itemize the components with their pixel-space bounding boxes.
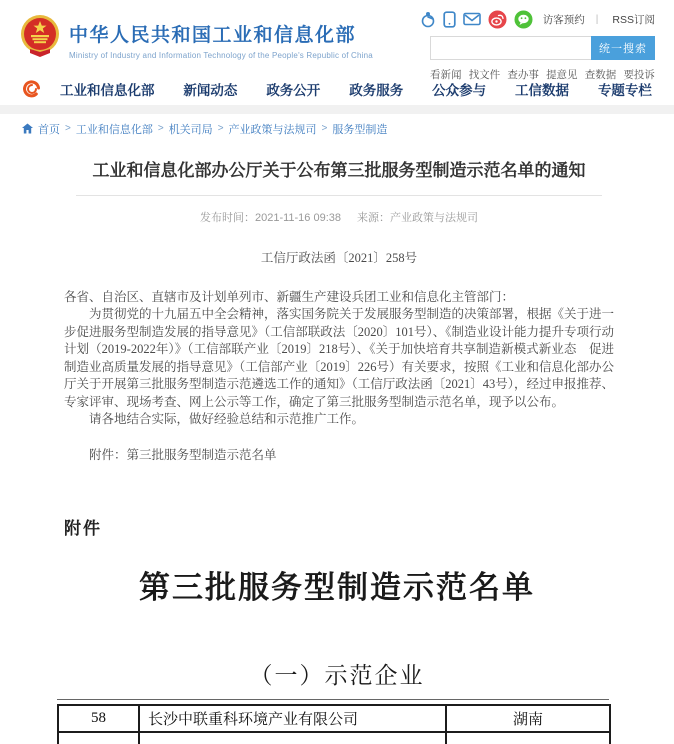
cell-empty (139, 732, 446, 744)
quick-link-files[interactable]: 找文件 (468, 69, 501, 81)
demo-enterprise-table (57, 704, 611, 744)
breadcrumb (0, 114, 674, 143)
site-logo-link[interactable] (20, 13, 373, 64)
search-bar (430, 36, 655, 60)
cell-company-name: 长沙中联重科环境产业有限公司 (139, 705, 446, 732)
site-title: 中华人民共和国工业和信息化部 (69, 25, 357, 46)
cell-province: 湖南 (446, 705, 610, 732)
nav-item-gov-disclosure[interactable]: 政务公开 (266, 82, 321, 98)
home-icon (22, 123, 33, 134)
breadcrumb-current[interactable]: 服务型制造 (332, 123, 388, 136)
accessibility-icon[interactable] (419, 11, 436, 28)
nav-item-news[interactable]: 新闻动态 (183, 82, 238, 98)
unified-search-button[interactable]: 统一搜索 (591, 36, 655, 60)
header-right (430, 10, 655, 82)
mobile-icon[interactable] (443, 11, 456, 28)
quick-link-complaints[interactable]: 要投诉 (623, 69, 655, 81)
site-subtitle: Ministry of Industry and Information Technology of the People's Republic of China (69, 51, 373, 60)
link-divider: | (595, 13, 599, 25)
attachment-document (0, 514, 674, 744)
breadcrumb-departments[interactable]: 机关司局 (168, 123, 213, 136)
breadcrumb-policy-dept[interactable]: 产业政策与法规司 (228, 123, 317, 136)
miit-swirl-icon (22, 79, 42, 99)
quick-link-suggestions[interactable]: 提意见 (546, 69, 578, 81)
search-input[interactable] (430, 36, 591, 60)
breadcrumb-separator: > (157, 123, 164, 134)
cell-row-number: 58 (58, 705, 139, 732)
quick-link-services[interactable]: 查办事 (507, 69, 539, 81)
wechat-icon[interactable] (514, 10, 533, 29)
paragraph-main: 为贯彻党的十九届五中全会精神，落实国务院关于发展服务型制造的决策部署，根据《关于进一步促进服务型制造发展的指导意见》（工信部联政法〔2020〕101号）、《制造业设计能力提升专项行动计划（2019-2022年）》（工信部联产业〔2019〕218号）、《关于加快培育共享制造新模式新业态 促进制造业高质量发展的指导意见》（工信部产业〔2019〕226号）有关要求，按照《工业和信息化部办公厅关于开展第三批服务型制造示范遴选工作的通知》（工信厅政法函〔2021〕43号），经过申报推荐、专家评审、现场考查、网上公示等工作，确定了第三批服务型制造示范名单，现予以公布。 (64, 307, 615, 409)
brand-text (69, 13, 373, 60)
document-number: 工信厅政法函〔2021〕258号 (260, 251, 418, 265)
breadcrumb-miit[interactable]: 工业和信息化部 (75, 123, 153, 136)
publish-time-value: 2021-11-16 09:38 (254, 212, 342, 224)
attachment-reference-line: 附件：第三批服务型制造示范名单 (89, 447, 277, 462)
title-divider (76, 195, 602, 196)
breadcrumb-home[interactable]: 首页 (38, 123, 60, 136)
cell-empty (58, 732, 139, 744)
national-emblem-icon (20, 13, 60, 64)
table-row-clipped (58, 732, 610, 744)
attachment-label: 附件 (64, 519, 102, 538)
nav-item-miit[interactable]: 工业和信息化部 (60, 82, 155, 98)
source-label: 来源： (357, 212, 391, 224)
separator-band (0, 105, 674, 114)
article (0, 159, 674, 464)
site-header (0, 0, 674, 81)
nav-item-public-participation[interactable]: 公众参与 (432, 82, 487, 98)
quick-link-data[interactable]: 查数据 (584, 69, 617, 81)
breadcrumb-separator: > (217, 123, 224, 134)
table-row (58, 705, 610, 732)
nav-item-gov-services[interactable]: 政务服务 (349, 82, 404, 98)
cell-empty (446, 732, 610, 744)
nav-item-data[interactable]: 工信数据 (515, 82, 570, 98)
rss-subscribe-link[interactable]: RSS订阅 (612, 13, 655, 26)
document-body (64, 250, 614, 464)
publish-time-label: 发布时间： (199, 212, 255, 224)
quick-links-row (430, 67, 655, 82)
weibo-icon[interactable] (488, 10, 507, 29)
breadcrumb-separator: > (65, 123, 71, 134)
table-top-line (57, 699, 609, 700)
nav-item-special-columns[interactable]: 专题专栏 (597, 82, 652, 98)
article-meta (64, 209, 614, 225)
quick-link-news[interactable]: 看新闻 (430, 69, 462, 81)
paragraph-request: 请各地结合实际，做好经验总结和示范推广工作。 (89, 412, 365, 426)
visitor-appointment-link[interactable]: 访客预约 (542, 13, 585, 26)
source-value: 产业政策与法规司 (390, 212, 479, 224)
salutation: 各省、自治区、直辖市及计划单列市、新疆生产建设兵团工业和信息化主管部门： (64, 289, 515, 304)
header-icons-row (430, 10, 655, 28)
section-heading-demo-enterprises: （一）示范企业 (249, 662, 425, 688)
breadcrumb-separator: > (321, 123, 328, 134)
mail-icon[interactable] (463, 12, 481, 26)
article-title: 工业和信息化部办公厅关于公布第三批服务型制造示范名单的通知 (92, 161, 586, 180)
attachment-title: 第三批服务型制造示范名单 (139, 570, 535, 605)
